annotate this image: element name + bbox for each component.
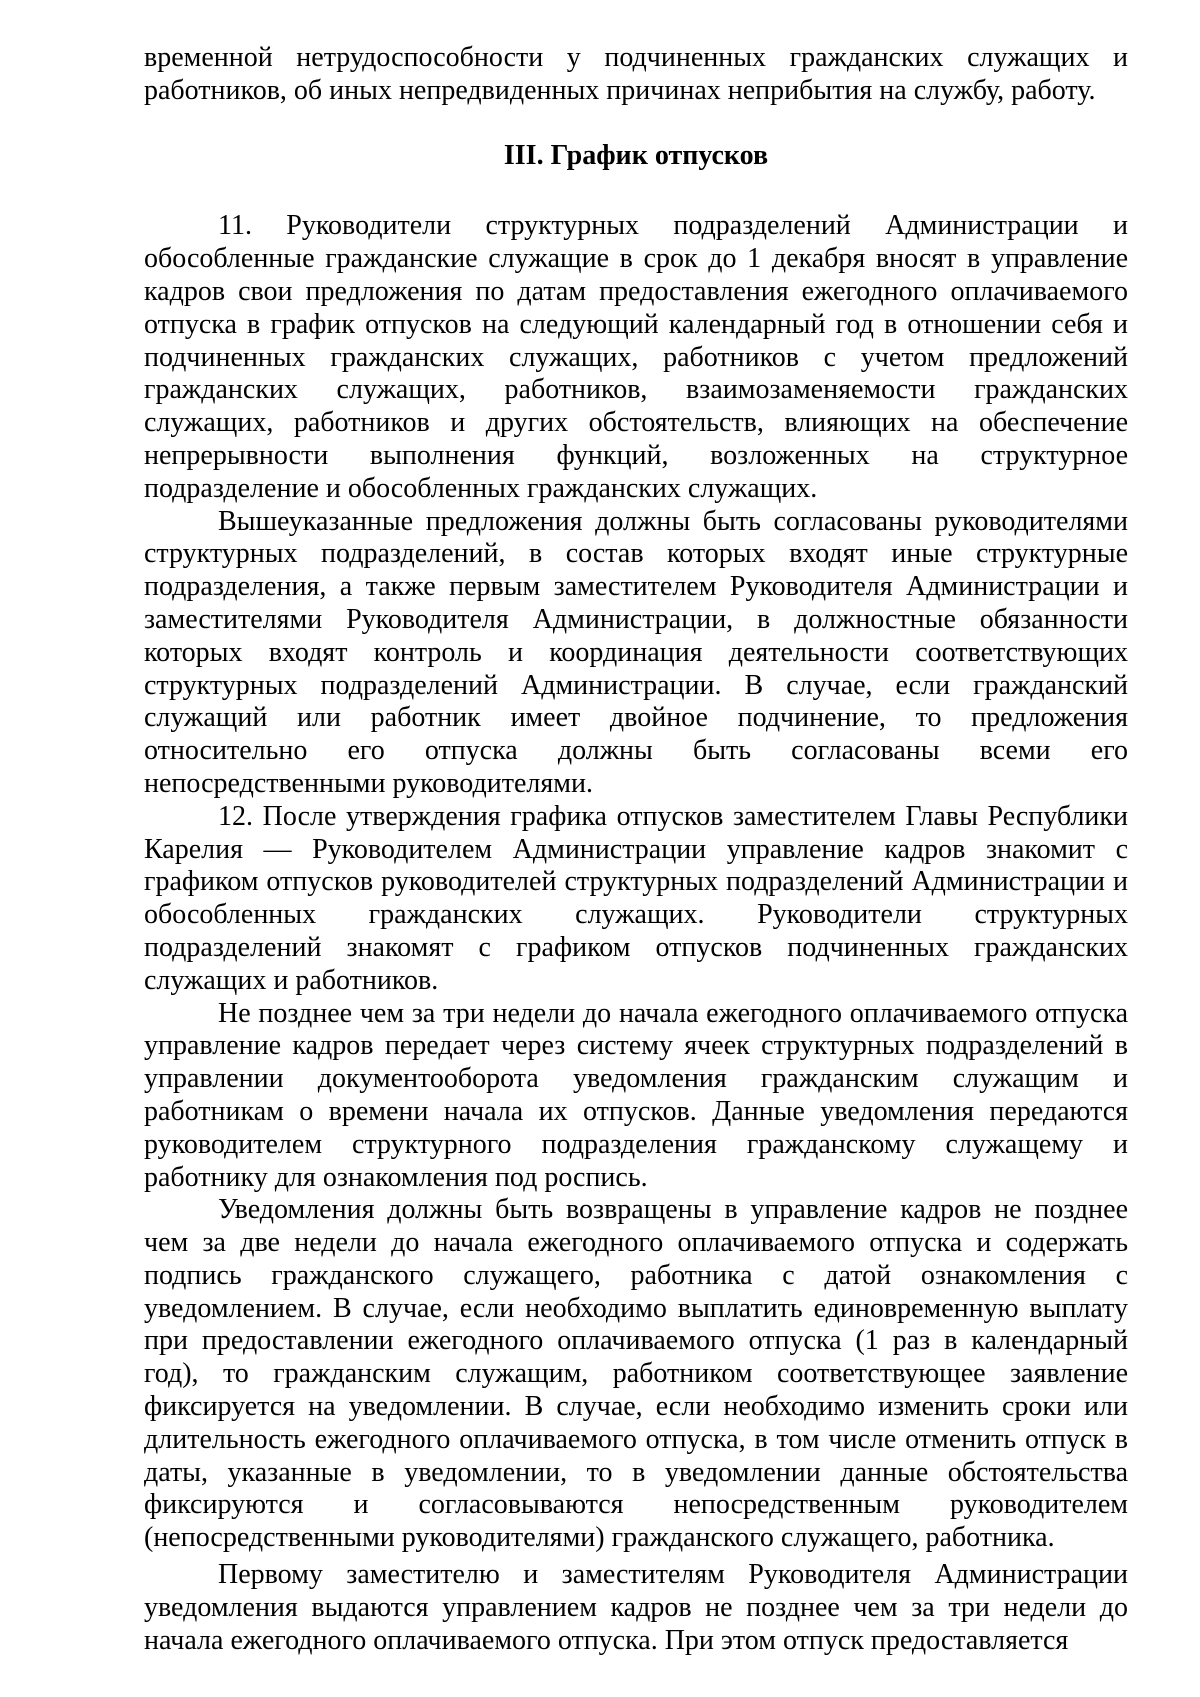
paragraph-return: Уведомления должны быть возвращены в управление кадров не позднее чем за две недели до начала ежегодного оплачиваемого отпуска и содержать подпись гражданского служащего, работника с датой ознакомления с уведомлением. В случае, если необходимо выплатить единовременную выплату при предоставлении ежегодного оплачиваемого отпуска (1 раз в календарный год), то гражданским служащим, работником соответствующее заявление фиксируется на уведомлении. В случае, если необходимо изменить сроки или длительность ежегодного оплачиваемого отпуска, в том числе отменить отпуск в даты, указанные в уведомлении, то в уведомлении данные обстоятельства фиксируются и согласовываются непосредственным руководителем (непосредственными руководителями) гражданского служащего, работника. [144,1194,1128,1554]
paragraph-deputies: Первому заместителю и заместителям Руководителя Администрации уведомления выдаются управлением кадров не позднее чем за три недели до начала ежегодного оплачиваемого отпуска. При этом отпуск предоставляется [144,1559,1128,1656]
paragraph-continuation: временной нетрудоспособности у подчиненных гражданских служащих и работников, об иных непредвиденных причинах неприбытия на службу, работу. [144,42,1128,106]
document-page [144,42,1128,1657]
paragraph-notifications: Не позднее чем за три недели до начала ежегодного оплачиваемого отпуска управление кадров передает через систему ячеек структурных подразделений в управлении документооборота уведомления гражданским служащим и работникам о времени начала их отпусков. Данные уведомления передаются руководителем структурного подразделения гражданскому служащему и работнику для ознакомления под роспись. [144,997,1128,1193]
paragraph-approval: Вышеуказанные предложения должны быть согласованы руководителями структурных подразделений, в состав которых входят иные структурные подразделения, а также первым заместителем Руководителя Администрации и заместителями Руководителя Администрации, в должностные обязанности которых входят контроль и координация деятельности соответствующих структурных подразделений Администрации. В случае, если гражданский служащий или работник имеет двойное подчинение, то предложения относительно его отпуска должны быть согласованы всеми его непосредственными руководителями. [144,505,1128,799]
paragraph-12: 12. После утверждения графика отпусков заместителем Главы Республики Карелия — Руководителем Администрации управление кадров знакомит с графиком отпусков руководителей структурных подразделений Администрации и обособленных гражданских служащих. Руководители структурных подразделений знакомят с графиком отпусков подчиненных гражданских служащих и работников. [144,800,1128,996]
section-heading: III. График отпусков [503,139,769,171]
paragraph-11: 11. Руководители структурных подразделений Администрации и обособленные гражданские служащие в срок до 1 декабря вносят в управление кадров свои предложения по датам предоставления ежегодного оплачиваемого отпуска в график отпусков на следующий календарный год в отношении себя и подчиненных гражданских служащих, работников с учетом предложений гражданских служащих, работников, взаимозаменяемости гражданских служащих, работников и других обстоятельств, влияющих на обеспечение непрерывности выполнения функций, возложенных на структурное подразделение и обособленных гражданских служащих. [144,210,1128,504]
